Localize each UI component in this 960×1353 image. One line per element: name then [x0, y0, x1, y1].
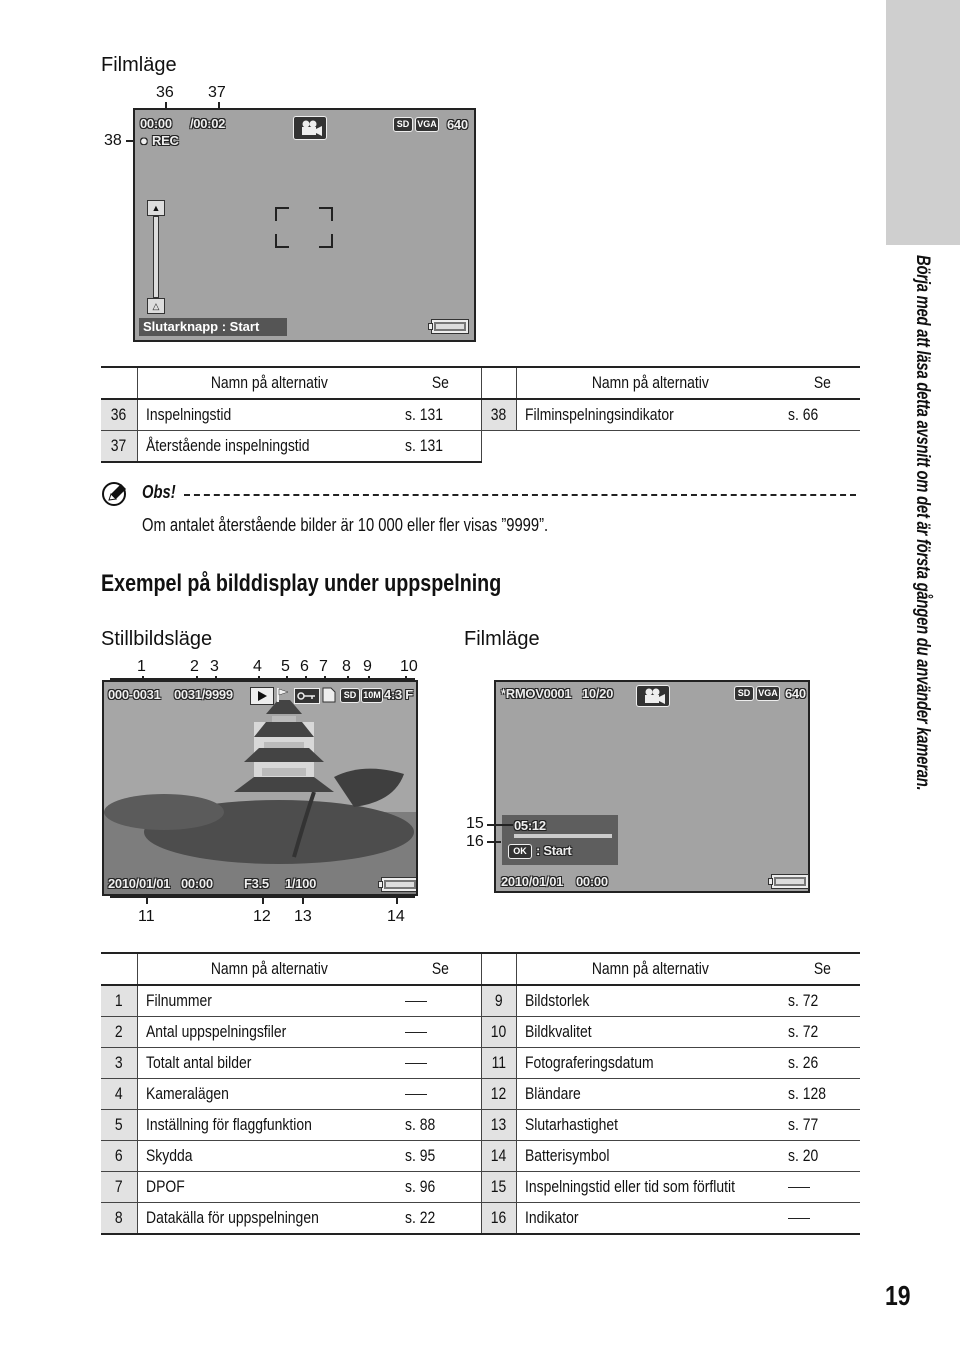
shooting-date: 2010/01/01	[108, 876, 171, 891]
row-name: Inspelningstid	[137, 399, 401, 431]
no-reference-dash	[788, 1187, 810, 1188]
row-empty	[481, 431, 516, 463]
callout-37: 37	[208, 84, 226, 101]
focus-frame-bl	[275, 234, 289, 248]
zoom-bar	[153, 216, 159, 298]
rec-label: REC	[152, 133, 179, 148]
callout-16-leader	[487, 841, 501, 843]
section-label-movie-mode: Filmläge	[101, 54, 177, 76]
row-name: Bildstorlek	[516, 985, 784, 1017]
row-name: Fotograferingsdatum	[516, 1048, 784, 1079]
dpof-icon	[322, 687, 336, 703]
callout-11: 11	[138, 908, 155, 925]
remaining-time: /00:02	[190, 116, 226, 131]
table-playback-items	[101, 952, 860, 1235]
callout-13: 13	[294, 908, 312, 925]
table-row	[101, 1079, 860, 1110]
table-row	[101, 1110, 860, 1141]
header-num-left	[101, 953, 137, 985]
row-num: 10	[481, 1017, 516, 1048]
row-see: s. 22	[401, 1203, 481, 1235]
row-name: DPOF	[137, 1172, 401, 1203]
row-see	[401, 1048, 481, 1079]
row-see: s. 88	[401, 1110, 481, 1141]
battery-icon	[432, 320, 468, 333]
callout-36: 36	[156, 84, 174, 101]
header-see-left: Se	[401, 953, 481, 985]
row-see: s. 72	[784, 1017, 860, 1048]
movie-time: 00:00	[576, 874, 608, 889]
no-reference-dash	[405, 1094, 427, 1095]
callout-16: 16	[466, 833, 484, 850]
row-see	[401, 1079, 481, 1110]
playback-mode-icon	[250, 687, 274, 705]
image-size-chip: 10M	[361, 688, 383, 703]
sd-card-chip: SD	[393, 117, 413, 132]
row-name: Datakälla för uppspelningen	[137, 1203, 401, 1235]
movie-file-name: *RMOV0001	[501, 686, 572, 701]
row-see	[401, 1017, 481, 1048]
row-name: Bländare	[516, 1079, 784, 1110]
table-row	[101, 1048, 860, 1079]
still-playback-screen	[102, 680, 418, 896]
sd-card-chip: SD	[734, 686, 754, 701]
callout-9: 9	[363, 658, 372, 675]
battery-icon	[772, 875, 808, 888]
row-num: 38	[481, 399, 516, 431]
table-row	[101, 1203, 860, 1235]
focus-frame-tl	[275, 207, 289, 221]
header-see-right: Se	[784, 367, 860, 399]
row-num: 2	[101, 1017, 137, 1048]
callout-8: 8	[342, 658, 351, 675]
callout-10: 10	[400, 658, 418, 675]
row-name: Batterisymbol	[516, 1141, 784, 1172]
no-reference-dash	[788, 1218, 810, 1219]
row-num: 4	[101, 1079, 137, 1110]
side-tab	[886, 0, 960, 245]
flag-icon	[276, 687, 290, 703]
callout-3: 3	[210, 658, 219, 675]
callout-38: 38	[104, 132, 122, 149]
movie-camera-icon	[293, 116, 327, 140]
note-title: Obs!	[142, 482, 176, 502]
row-see: s. 128	[784, 1079, 860, 1110]
row-see: s. 72	[784, 985, 860, 1017]
row-name: Skydda	[137, 1141, 401, 1172]
table-row	[101, 1172, 860, 1203]
row-num: 5	[101, 1110, 137, 1141]
row-empty	[516, 431, 784, 463]
row-name: Totalt antal bilder	[137, 1048, 401, 1079]
callout-tick	[396, 896, 398, 904]
header-see-left: Se	[401, 367, 481, 399]
image-size: 640	[447, 117, 468, 132]
sd-card-chip: SD	[340, 688, 360, 703]
zoom-tele-icon: ▲	[147, 200, 165, 216]
callout-5: 5	[281, 658, 290, 675]
still-photo-castle	[104, 682, 416, 894]
page-number: 19	[885, 1280, 911, 1311]
row-empty	[784, 431, 860, 463]
shooting-time: 00:00	[181, 876, 213, 891]
callout-14: 14	[387, 908, 405, 925]
movie-mode-label: Filmläge	[464, 628, 540, 650]
row-num: 8	[101, 1203, 137, 1235]
vga-quality-chip: VGA	[756, 686, 780, 701]
focus-frame-br	[319, 234, 333, 248]
focus-frame-tr	[319, 207, 333, 221]
table-recording-items	[101, 366, 860, 463]
vga-quality-chip: VGA	[415, 117, 439, 132]
callout-15-leader	[487, 824, 513, 826]
note-pencil-icon	[101, 480, 129, 506]
header-see-right: Se	[784, 953, 860, 985]
no-reference-dash	[405, 1063, 427, 1064]
callout-7: 7	[319, 658, 328, 675]
row-num: 1	[101, 985, 137, 1017]
header-num-right	[481, 953, 516, 985]
callout-6: 6	[300, 658, 309, 675]
callout-1: 1	[137, 658, 146, 675]
aspect-quality: 4:3 F	[384, 687, 413, 702]
movie-playback-screen	[494, 680, 810, 893]
row-name: Slutarhastighet	[516, 1110, 784, 1141]
header-num-right	[481, 367, 516, 399]
row-name: Filminspelningsindikator	[516, 399, 784, 431]
row-see	[401, 985, 481, 1017]
movie-date: 2010/01/01	[501, 874, 564, 889]
callout-12: 12	[253, 908, 271, 925]
callout-15: 15	[466, 815, 484, 832]
image-count: 0031/9999	[174, 687, 233, 702]
callout-4: 4	[253, 658, 262, 675]
row-num: 12	[481, 1079, 516, 1110]
no-reference-dash	[405, 1001, 427, 1002]
row-num: 37	[101, 431, 137, 463]
header-name-left: Namn på alternativ	[137, 367, 401, 399]
row-name: Återstående inspelningstid	[137, 431, 401, 463]
callout-tick	[146, 896, 148, 904]
row-see: s. 96	[401, 1172, 481, 1203]
rec-indicator-dot-icon: ●	[140, 133, 148, 148]
header-name-right: Namn på alternativ	[516, 367, 784, 399]
row-name: Inspelningstid eller tid som förflutit	[516, 1172, 784, 1203]
file-number: 000-0031	[108, 687, 161, 702]
row-see: s. 66	[784, 399, 860, 431]
table-row	[101, 399, 860, 431]
header-name-right: Namn på alternativ	[516, 953, 784, 985]
shutter-speed: 1/100	[285, 876, 317, 891]
row-num: 6	[101, 1141, 137, 1172]
row-num: 36	[101, 399, 137, 431]
elapsed-time: 05:12	[514, 818, 546, 833]
row-see: s. 26	[784, 1048, 860, 1079]
recording-time: 00:00	[140, 116, 172, 131]
row-see: s. 131	[401, 431, 481, 463]
row-num: 15	[481, 1172, 516, 1203]
start-hint: : Start	[536, 843, 572, 858]
row-name: Kameralägen	[137, 1079, 401, 1110]
protect-key-icon	[294, 688, 320, 704]
callout-2: 2	[190, 658, 199, 675]
zoom-wide-icon: △	[147, 298, 165, 314]
movie-camera-icon	[636, 685, 670, 707]
playback-heading: Exempel på bilddisplay under uppspelning	[101, 570, 502, 597]
playback-panel	[502, 815, 618, 865]
movie-count: 10/20	[582, 686, 614, 701]
row-see: s. 131	[401, 399, 481, 431]
table-row	[101, 1141, 860, 1172]
shutter-hint: Slutarknapp : Start	[139, 318, 287, 336]
row-num: 7	[101, 1172, 137, 1203]
row-see	[784, 1203, 860, 1235]
row-num: 13	[481, 1110, 516, 1141]
aperture: F3.5	[244, 876, 269, 891]
row-num: 9	[481, 985, 516, 1017]
ok-button-icon: OK	[508, 844, 532, 859]
row-num: 14	[481, 1141, 516, 1172]
row-see	[784, 1172, 860, 1203]
row-name: Indikator	[516, 1203, 784, 1235]
callout-tick	[262, 896, 264, 904]
callout-tick	[302, 896, 304, 904]
row-name: Inställning för flaggfunktion	[137, 1110, 401, 1141]
row-see: s. 20	[784, 1141, 860, 1172]
table-row	[101, 431, 860, 463]
progress-indicator	[514, 834, 612, 838]
still-mode-label: Stillbildsläge	[101, 628, 213, 650]
row-name: Filnummer	[137, 985, 401, 1017]
note-text: Om antalet återstående bilder är 10 000 eller fler visas ”9999”.	[142, 515, 549, 535]
header-name-left: Namn på alternativ	[137, 953, 401, 985]
note-divider	[184, 494, 856, 496]
movie-size: 640	[785, 686, 806, 701]
row-num: 11	[481, 1048, 516, 1079]
row-name: Bildkvalitet	[516, 1017, 784, 1048]
table-row	[101, 985, 860, 1017]
header-num-left	[101, 367, 137, 399]
movie-mode-screen	[133, 108, 476, 342]
no-reference-dash	[405, 1032, 427, 1033]
row-see: s. 77	[784, 1110, 860, 1141]
row-num: 3	[101, 1048, 137, 1079]
battery-icon	[382, 878, 418, 891]
row-name: Antal uppspelningsfiler	[137, 1017, 401, 1048]
row-num: 16	[481, 1203, 516, 1235]
table-row	[101, 1017, 860, 1048]
row-see: s. 95	[401, 1141, 481, 1172]
side-tab-text: Börja med att läsa detta avsnitt om det är första gången du använder kameran.	[912, 255, 933, 791]
